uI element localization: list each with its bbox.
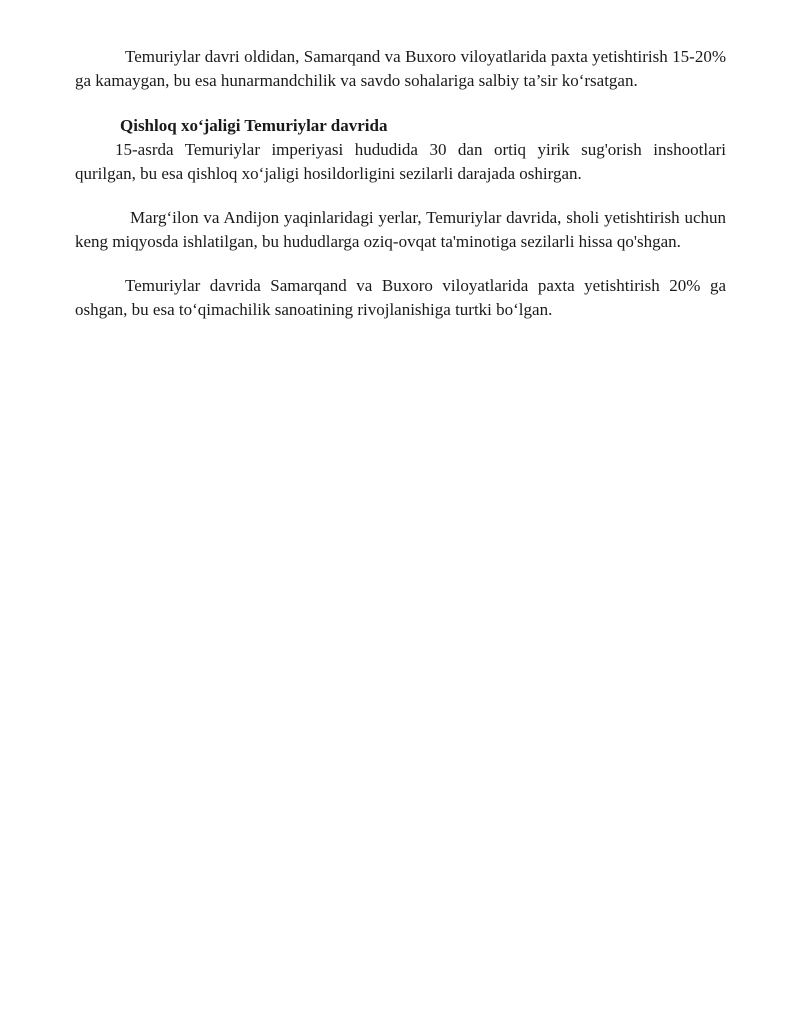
paragraph-rice: Marg‘ilon va Andijon yaqinlaridagi yerlar, Temuriylar davrida, sholi yetishtirish uchun keng miqyosda ishlatilgan, bu hududlarga oziq-ovqat ta'minotiga sezilarli hissa qo'shgan. bbox=[75, 208, 726, 251]
section-heading: Qishloq xo‘jaligi Temuriylar davrida bbox=[120, 116, 388, 135]
paragraph-cotton-decline: Temuriylar davri oldidan, Samarqand va Buxoro viloyatlarida paxta yetishtirish 15-20% ga kamaygan, bu esa hunarmandchilik va savdo sohalariga salbiy ta’sir ko‘rsatgan. bbox=[75, 47, 726, 90]
paragraph-irrigation: 15-asrda Temuriylar imperiyasi hududida 30 dan ortiq yirik sug'orish inshootlari qurilgan, bu esa qishloq xo‘jaligi hosildorligini sezilarli darajada oshirgan. bbox=[75, 140, 726, 183]
document-page bbox=[75, 45, 726, 322]
paragraph-cotton-growth: Temuriylar davrida Samarqand va Buxoro viloyatlarida paxta yetishtirish 20% ga oshgan, bu esa to‘qimachilik sanoatining rivojlanishiga turtki bo‘lgan. bbox=[75, 276, 726, 319]
